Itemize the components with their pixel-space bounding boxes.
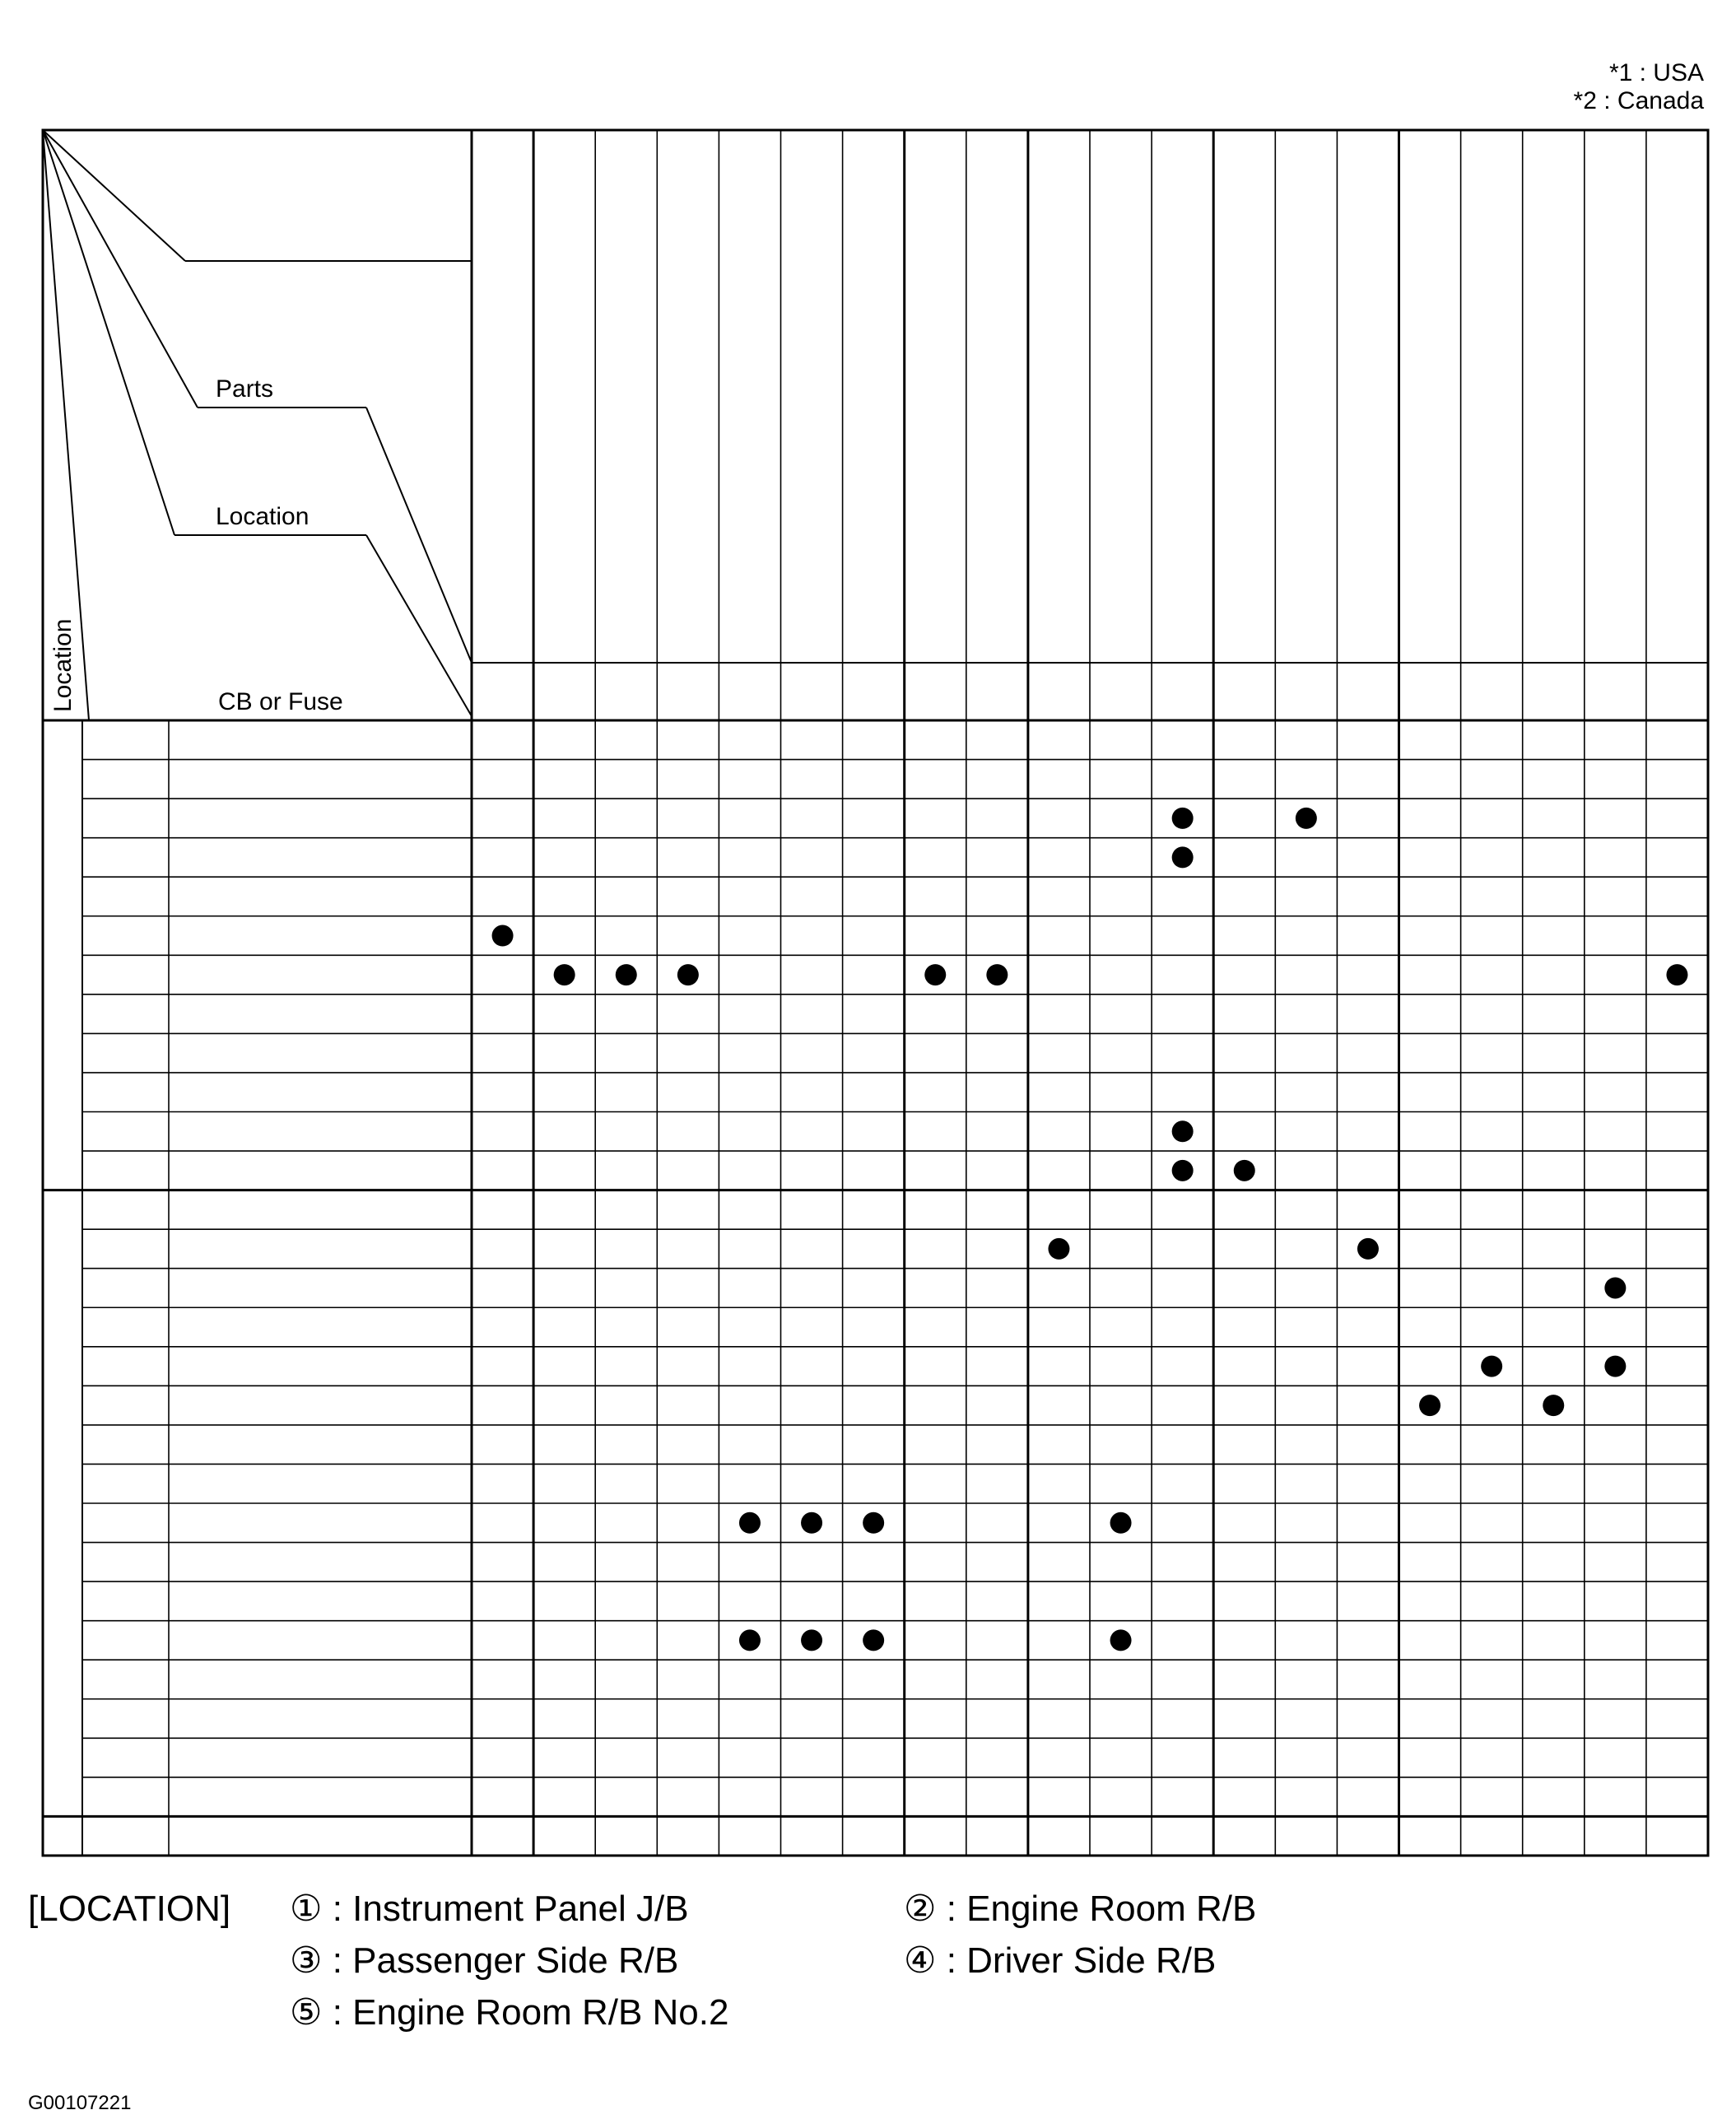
legend-item-1: ① : Instrument Panel J/B [290,1889,689,1929]
location-legend [28,1889,1256,2033]
connection-dot [924,964,946,985]
connection-dot [1357,1238,1379,1260]
connection-dot [801,1512,822,1534]
connection-dot [1604,1277,1626,1298]
connection-dot [616,964,637,985]
figure-id: G00107221 [28,2092,132,2114]
connection-dot [739,1629,761,1651]
connection-dot [1110,1512,1132,1534]
connection-dot [1172,808,1194,829]
cb-or-fuse-label: CB or Fuse [218,688,343,715]
connection-dot [739,1512,761,1534]
note-usa: *1 : USA [1608,59,1704,86]
location-label: Location [216,503,310,530]
connection-dot [863,1512,884,1534]
connection-dot [554,964,575,985]
connection-dot [1666,964,1687,985]
legend-item-5: ⑤ : Engine Room R/B No.2 [290,1992,729,2033]
matrix-frame [43,130,1708,1856]
connection-dot [1048,1238,1069,1260]
connection-dot [1172,1160,1194,1181]
matrix-grid [43,130,1708,1856]
connection-dot [1481,1356,1502,1377]
note-canada: *2 : Canada [1573,87,1704,114]
connection-dot [677,964,699,985]
corner-header [43,130,472,720]
connection-dot [1172,1120,1194,1142]
legend-item-3: ③ : Passenger Side R/B [290,1940,679,1981]
parts-label: Parts [216,375,274,403]
connection-dot [1604,1356,1626,1377]
legend-item-4: ④ : Driver Side R/B [904,1940,1217,1981]
connection-dot [1234,1160,1255,1181]
connection-dot [1296,808,1317,829]
connection-dot [1419,1395,1440,1416]
connection-dot [1172,846,1194,868]
connection-dot [1543,1395,1564,1416]
location-column-label: Location [49,618,77,712]
connection-dot [492,925,514,947]
connection-dot [801,1629,822,1651]
connection-dot [1110,1629,1132,1651]
connection-dot [986,964,1008,985]
legend-item-2: ② : Engine Room R/B [904,1889,1257,1929]
connection-dot [863,1629,884,1651]
legend-title: [LOCATION] [28,1889,231,1929]
